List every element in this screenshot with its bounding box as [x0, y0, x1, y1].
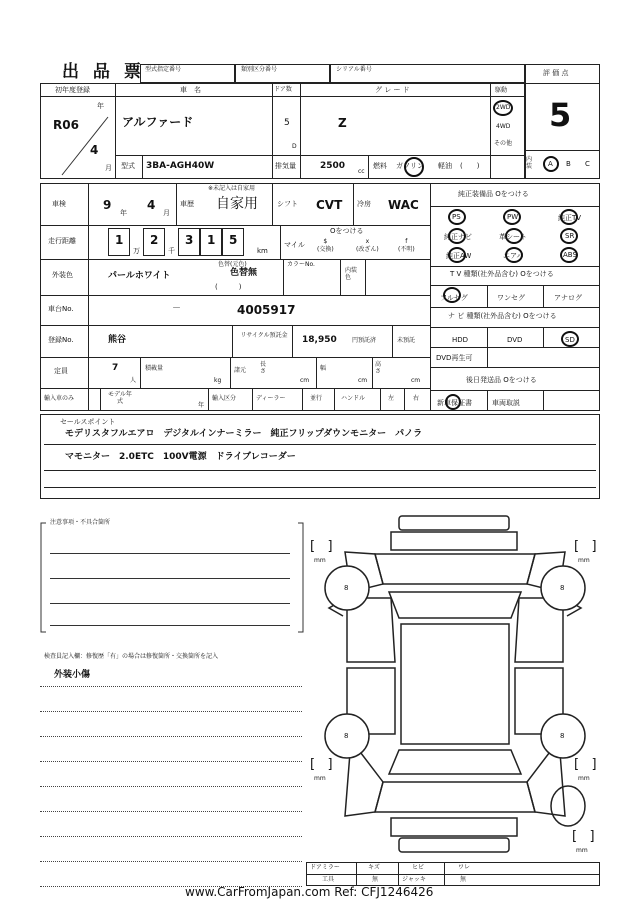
grade-value: Z — [338, 116, 347, 130]
doors-label: ドア数 — [274, 86, 292, 93]
legend-value-2: 無 — [372, 876, 379, 883]
capacity-label: 定員 — [54, 367, 68, 375]
fuel-other: ( ) — [460, 162, 480, 170]
oem-sr: SR — [565, 232, 575, 240]
later-warranty: 新車保証書 — [437, 399, 472, 407]
model-designation-label: 型式指定番号 — [145, 66, 182, 73]
mileage-digit-1: 1 — [115, 233, 124, 247]
inspector-note: 外装小傷 — [54, 670, 91, 680]
oem-sr-circle — [560, 228, 578, 244]
shift-value: CVT — [316, 198, 343, 212]
mm-front-left: mm — [314, 557, 326, 564]
tire-front-left-value: 8 — [344, 584, 349, 592]
interior-b: B — [566, 160, 571, 168]
color-label: 外装色 — [52, 271, 73, 279]
mileage-digit-5: 5 — [229, 233, 238, 247]
capacity-value: 7 — [112, 363, 119, 373]
oem-navi-circle — [448, 228, 466, 244]
mileage-digit-4: 1 — [207, 233, 216, 247]
width-label: 幅 — [320, 365, 327, 372]
rating-label: 評 価 点 — [543, 69, 569, 77]
inspector-label: 検査員記入欄：修復歴「有」の場合は修復箇所・交換箇所を記入 — [44, 653, 219, 660]
usage-value: 自家用 — [216, 196, 258, 212]
import-parallel: 並行 — [310, 395, 323, 402]
tv-analog: アナログ — [554, 294, 582, 302]
fuel-gasoline-circle — [404, 157, 424, 177]
oem-tv: 純正TV — [558, 214, 582, 222]
car-name-label: 車 名 — [180, 86, 201, 94]
model-year-unit: 年 — [198, 402, 205, 409]
sales-label: セールスポイント — [60, 418, 116, 426]
sales-line-1: モデリスタフルエアロ デジタルインナーミラー 純正フリップダウンモニター パノラ — [65, 429, 423, 439]
oem-navi: 純正ナビ — [444, 233, 472, 241]
model-year-label: モデル年式 — [108, 391, 132, 406]
inspection-month: 4 — [147, 198, 156, 212]
document-title: 出 品 票 — [62, 62, 145, 82]
legend-header-3: ヒビ — [412, 864, 425, 871]
navi-hdd: HDD — [452, 336, 469, 344]
width-unit: cm — [358, 377, 368, 384]
import-dealer: ディーラー — [256, 395, 286, 402]
oem-leather-circle — [505, 228, 523, 244]
tire-front-right-value: 8 — [560, 584, 565, 592]
interior-color-label: 内装色 — [345, 267, 358, 282]
navi-dvd: DVD — [507, 336, 523, 344]
interior-a-circle — [543, 156, 559, 172]
chassis-number: 4005917 — [237, 303, 296, 317]
ac-label: 冷房 — [357, 200, 371, 208]
fuel-diesel: 軽油 — [438, 162, 452, 170]
navi-title: ナ ビ 種類(社外品含む) Oをつける — [448, 312, 557, 320]
load-label: 積載量 — [145, 365, 164, 372]
shift-label: シフト — [277, 200, 298, 208]
oem-ps: PS — [452, 213, 461, 221]
inspection-year: 9 — [103, 198, 112, 212]
first-reg-year: R06 — [53, 118, 79, 132]
interior-a: A — [548, 160, 553, 168]
oem-abs-circle — [560, 247, 578, 263]
legend-header-1: ドアミラー — [310, 864, 340, 871]
recycle-unit: 円預託済 — [352, 337, 377, 344]
oem-pw: PW — [507, 213, 519, 221]
serial-label: シリアル番号 — [336, 66, 372, 73]
height-label: 高さ — [375, 361, 382, 375]
oem-airbag-circle — [505, 247, 523, 263]
tire-rear-left-value: 8 — [344, 732, 349, 740]
chassis-label: 車台No. — [48, 305, 74, 313]
tv-fullseg-circle — [443, 287, 461, 303]
mileage-km: km — [257, 247, 268, 255]
oem-aw: 純正AW — [446, 252, 472, 260]
tv-title: T V 種類(社外品含む) Oをつける — [450, 270, 554, 278]
oem-pw-circle — [503, 209, 521, 225]
length-label: 長さ — [260, 361, 267, 375]
oem-tv-circle — [560, 209, 578, 225]
fuel-label: 燃料 — [373, 162, 387, 170]
color-no-label: カラーNo. — [287, 261, 315, 268]
later-title: 後日発送品 Oをつける — [466, 376, 537, 384]
circle-note: Oをつける — [330, 227, 364, 235]
rating-value: 5 — [549, 96, 572, 134]
doors-value: 5 — [284, 118, 290, 128]
tire-rear-right-value: 8 — [560, 732, 565, 740]
legend-header-2: キズ — [368, 864, 380, 871]
repaint-label: 色替(元色) — [218, 261, 247, 268]
handle-right: 右 — [413, 395, 420, 402]
car-name: アルファード — [122, 115, 194, 129]
capacity-unit: 人 — [130, 377, 137, 384]
height-unit: cm — [411, 377, 421, 384]
oem-abs: ABS — [563, 251, 577, 259]
mileage-digit-2: 2 — [150, 233, 159, 247]
first-reg-month-unit: 月 — [105, 164, 112, 172]
mileage-sen: 千 — [168, 247, 175, 255]
tv-oneseg: ワンセグ — [497, 294, 525, 302]
mm-spare: mm — [576, 847, 588, 854]
recycle-amount: 18,950 — [302, 335, 337, 345]
drive-2wd-circle — [493, 100, 513, 116]
inspection-label: 車検 — [52, 200, 66, 208]
inspection-month-unit: 月 — [163, 209, 170, 217]
recycle-unpaid: 未預託 — [397, 337, 416, 344]
inspection-year-unit: 年 — [120, 209, 127, 217]
mile-label: マイル — [284, 241, 305, 249]
recycle-label: リサイクル預託金 — [240, 332, 288, 339]
color-value: パールホワイト — [108, 271, 171, 281]
caution-label: 注意事項・不具合箇所 — [50, 519, 111, 526]
reg-value: 熊谷 — [108, 335, 127, 345]
grade-label: グ レ ー ド — [375, 86, 410, 94]
oem-ps-circle — [448, 209, 466, 225]
mileage-label: 走行距離 — [48, 237, 76, 245]
first-reg-label: 初年度登録 — [55, 86, 90, 94]
first-reg-month: 4 — [90, 143, 99, 157]
displacement-label: 排気量 — [275, 162, 296, 170]
navi-sd-circle — [561, 331, 579, 347]
tv-fullseg: フルセグ — [440, 294, 468, 302]
drive-other: その他 — [494, 140, 513, 147]
interior-c: C — [585, 160, 590, 168]
model-value: 3BA-AGH40W — [146, 161, 215, 171]
navi-sd: SD — [565, 336, 575, 344]
category-label: 類別区分番号 — [241, 66, 278, 73]
mm-rear-right: mm — [578, 775, 590, 782]
mm-rear-left: mm — [314, 775, 326, 782]
import-class-label: 輸入区分 — [212, 395, 237, 402]
spare-tire-icon — [548, 784, 588, 828]
first-reg-divider — [60, 115, 110, 177]
usage-note: ※未記入は自家用 — [208, 185, 256, 192]
dvd-playable: DVD再生可 — [436, 354, 473, 362]
sales-line-2: マモニター 2.0ETC 100V電源 ドライブレコーダー — [65, 452, 296, 462]
mile-opt-unknown: f (不明) — [398, 238, 415, 253]
mileage-man: 万 — [133, 247, 140, 255]
later-manual: 車両取説 — [492, 399, 520, 407]
length-unit: cm — [300, 377, 310, 384]
displacement-value: 2500 — [320, 161, 346, 171]
oem-leather: 革シート — [499, 233, 527, 241]
later-warranty-circle — [445, 394, 461, 410]
handle-label: ハンドル — [341, 395, 366, 402]
interior-rating-label: 内装 — [526, 156, 533, 170]
legend-value-3: ジャッキ — [402, 876, 426, 883]
dims-label: 諸元 — [234, 367, 247, 374]
first-reg-year-unit: 年 — [97, 102, 104, 110]
doors-unit: D — [292, 143, 297, 150]
drive-4wd: 4WD — [496, 123, 511, 130]
drive-2wd: 2WD — [496, 104, 511, 111]
legend-value-1: 工具 — [322, 876, 335, 883]
displacement-unit: cc — [358, 168, 365, 175]
handle-left: 左 — [388, 395, 395, 402]
legend-value-4: 無 — [460, 876, 467, 883]
ac-value: WAC — [388, 198, 419, 212]
repaint-paren: ( ) — [215, 283, 242, 291]
usage-label: 車歴 — [180, 200, 194, 208]
repaint-value: 色替無 — [230, 268, 258, 278]
oem-title: 純正装備品 Oをつける — [458, 190, 529, 198]
load-unit: kg — [214, 377, 222, 384]
watermark: www.CarFromJapan.com Ref: CFJ1246426 — [185, 885, 434, 899]
model-label: 型式 — [121, 162, 135, 170]
oem-aw-circle — [448, 247, 466, 263]
legend-header-4: ワレ — [458, 864, 471, 871]
import-label: 輸入車のみ — [44, 395, 75, 402]
mile-opt-tampered: x (改ざん) — [356, 238, 379, 253]
mm-front-right: mm — [578, 557, 590, 564]
drive-label: 駆動 — [495, 87, 508, 94]
chassis-dash: － — [172, 304, 182, 314]
oem-airbag: エアバ — [503, 252, 524, 260]
mileage-digit-3: 3 — [185, 233, 194, 247]
fuel-gasoline: ガソリン — [396, 162, 424, 170]
reg-label: 登録No. — [48, 336, 74, 344]
mile-opt-exchange: $ (交換) — [317, 238, 334, 253]
